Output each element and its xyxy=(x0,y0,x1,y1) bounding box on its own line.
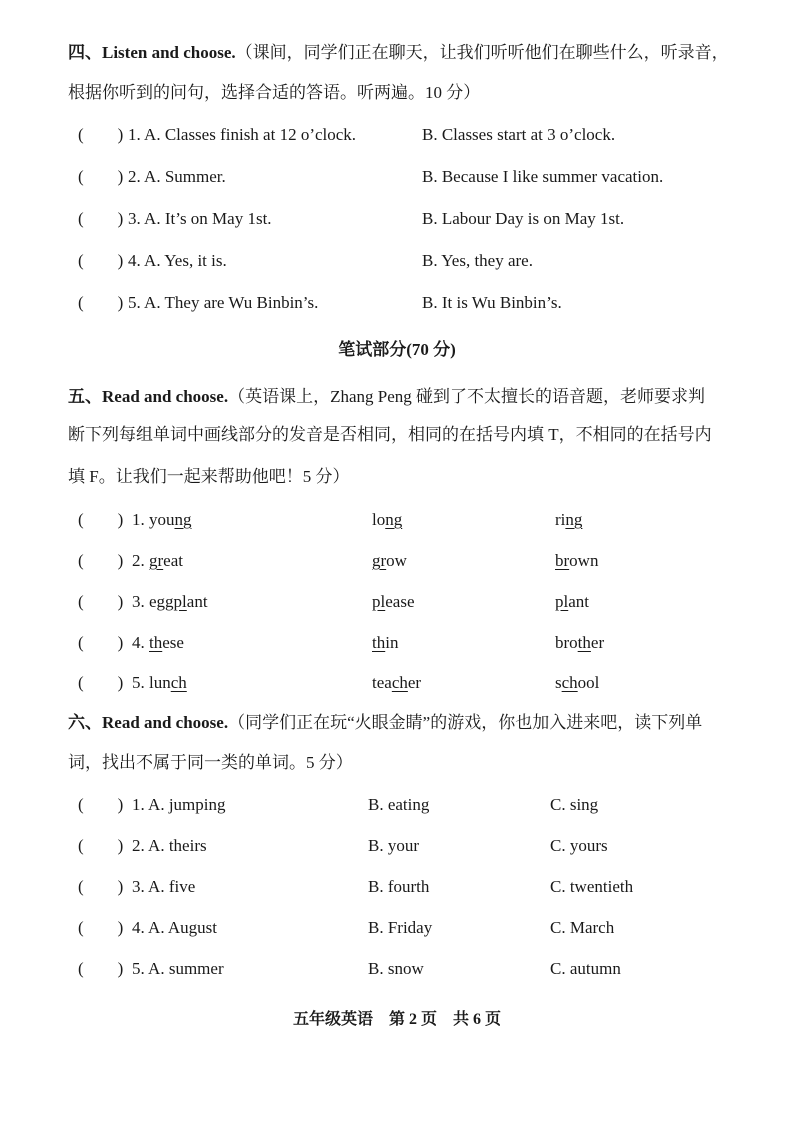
word-3 xyxy=(555,546,598,576)
word-part: er xyxy=(590,633,605,652)
underlined-part: pl xyxy=(173,592,187,611)
item-number: 3. xyxy=(132,592,145,611)
option-c: C. twentieth xyxy=(550,877,634,896)
answer-blank[interactable]: ( ) xyxy=(78,167,124,186)
option-b: B. Yes, they are. xyxy=(422,251,533,270)
option-a: 5. A. summer xyxy=(132,959,224,978)
option-b: B. snow xyxy=(368,959,424,978)
section5-item xyxy=(70,546,770,576)
word-part: tea xyxy=(372,673,392,692)
section5-item xyxy=(70,505,770,535)
section5-instructions-1: （英语课上，Zhang Peng 碰到了不太擅长的语音题，老师要求判 xyxy=(228,387,706,406)
answer-blank[interactable]: ( ) xyxy=(78,551,124,570)
option-a: 5. A. They are Wu Binbin’s. xyxy=(128,293,319,312)
option-b: B. eating xyxy=(368,795,430,814)
underlined-part: th xyxy=(372,633,386,652)
word-part: ease xyxy=(385,592,415,611)
section5-item xyxy=(70,668,770,698)
page-footer: 五年级英语 第 2 页 共 6 页 xyxy=(292,1011,501,1028)
word-2 xyxy=(372,587,415,617)
option-b: B. Friday xyxy=(368,918,433,937)
section5-instructions-3: 填 F。让我们一起来帮助他吧！5 分） xyxy=(68,467,350,486)
word-group-1 xyxy=(132,668,187,698)
word-part: er xyxy=(407,673,422,692)
section6-instructions-2: 词，找出不属于同一类的单词。5 分） xyxy=(68,753,353,772)
word-3 xyxy=(555,628,604,658)
underlined-part: ng xyxy=(565,510,583,529)
answer-blank[interactable]: ( ) xyxy=(78,918,124,937)
word-3 xyxy=(555,505,582,535)
word-2 xyxy=(372,628,398,658)
word-2 xyxy=(372,546,407,576)
section4-number: 四、 xyxy=(68,43,102,62)
option-c: C. autumn xyxy=(550,959,621,978)
word-group-1 xyxy=(132,546,183,576)
option-a: 2. A. theirs xyxy=(132,836,207,855)
item-number: 5. xyxy=(132,673,145,692)
section4-item xyxy=(70,204,770,234)
underlined-part: ch xyxy=(391,673,408,692)
word-group-1 xyxy=(132,587,208,617)
option-c: C. March xyxy=(550,918,615,937)
answer-blank[interactable]: ( ) xyxy=(78,592,124,611)
word-2 xyxy=(372,668,421,698)
section4-instructions-1: （课间，同学们正在聊天，让我们听听他们在聊些什么，听录音， xyxy=(235,43,729,62)
word-3 xyxy=(555,668,599,698)
section6-instructions-1: （同学们正在玩“火眼金睛”的游戏，你也加入进来吧，读下列单 xyxy=(228,713,703,732)
word-2 xyxy=(372,505,402,535)
section6-title: Read and choose. xyxy=(102,713,229,732)
underlined-part: ng xyxy=(385,510,403,529)
section6-item xyxy=(70,790,770,820)
word-part: ese xyxy=(162,633,184,652)
answer-blank[interactable]: ( ) xyxy=(78,877,124,896)
answer-blank[interactable]: ( ) xyxy=(78,836,124,855)
word-3 xyxy=(555,587,589,617)
word-group-1 xyxy=(132,628,184,658)
section5-item xyxy=(70,587,770,617)
option-a: 1. A. jumping xyxy=(132,795,226,814)
word-part: you xyxy=(149,510,175,529)
section4-item xyxy=(70,288,770,318)
word-part: in xyxy=(385,633,399,652)
underlined-part: pl xyxy=(372,592,386,611)
answer-blank[interactable]: ( ) xyxy=(78,125,124,144)
answer-blank[interactable]: ( ) xyxy=(78,795,124,814)
word-part: ri xyxy=(555,510,566,529)
word-part: lo xyxy=(372,510,386,529)
word-part: s xyxy=(555,673,562,692)
section5-title: Read and choose. xyxy=(102,387,229,406)
item-number: 1. xyxy=(132,510,145,529)
option-a: 1. A. Classes finish at 12 o’clock. xyxy=(128,125,357,144)
option-b: B. It is Wu Binbin’s. xyxy=(422,293,562,312)
underlined-part: gr xyxy=(372,551,387,570)
word-part: bro xyxy=(555,633,578,652)
item-number: 4. xyxy=(132,633,145,652)
word-part: eat xyxy=(163,551,183,570)
section6-number: 六、 xyxy=(68,713,102,732)
section4-item xyxy=(70,246,770,276)
option-a: 4. A. Yes, it is. xyxy=(128,251,227,270)
word-part: ant xyxy=(186,592,208,611)
answer-blank[interactable]: ( ) xyxy=(78,510,124,529)
section5-heading xyxy=(68,376,768,418)
word-part: ow xyxy=(386,551,407,570)
option-b: B. your xyxy=(368,836,419,855)
word-part: egg xyxy=(149,592,174,611)
section4-title: Listen and choose. xyxy=(102,43,236,62)
section4-instructions-2: 根据你听到的问句，选择合适的答语。听两遍。10 分） xyxy=(68,83,481,102)
word-part: ant xyxy=(568,592,590,611)
answer-blank[interactable]: ( ) xyxy=(78,633,124,652)
underlined-part: ch xyxy=(561,673,578,692)
option-a: 3. A. five xyxy=(132,877,196,896)
underlined-part: ng xyxy=(174,510,192,529)
underlined-part: ch xyxy=(170,673,187,692)
item-number: 2. xyxy=(132,551,145,570)
option-b: B. fourth xyxy=(368,877,430,896)
section6-item xyxy=(70,872,770,902)
answer-blank[interactable]: ( ) xyxy=(78,673,124,692)
section6-heading xyxy=(68,702,768,744)
option-a: 3. A. It’s on May 1st. xyxy=(128,209,272,228)
option-a: 2. A. Summer. xyxy=(128,167,226,186)
answer-blank[interactable]: ( ) xyxy=(78,209,124,228)
section6-item xyxy=(70,831,770,861)
answer-blank[interactable]: ( ) xyxy=(78,251,124,270)
word-part: own xyxy=(569,551,599,570)
word-part: lun xyxy=(149,673,171,692)
section5-instructions-2: 断下列每组单词中画线部分的发音是否相同，相同的在括号内填 T，不相同的在括号内 xyxy=(68,425,712,444)
underlined-part: br xyxy=(555,551,570,570)
option-b: B. Labour Day is on May 1st. xyxy=(422,209,625,228)
underlined-part: gr xyxy=(149,551,164,570)
underlined-part: th xyxy=(149,633,163,652)
section4-heading xyxy=(68,32,768,74)
underlined-part: th xyxy=(577,633,591,652)
underlined-part: pl xyxy=(555,592,569,611)
word-group-1 xyxy=(132,505,192,535)
section6-item xyxy=(70,954,770,984)
section6-item xyxy=(70,913,770,943)
written-part-title: 笔试部分(70 分) xyxy=(338,340,456,359)
section5-number: 五、 xyxy=(68,387,102,406)
section4-item xyxy=(70,162,770,192)
section5-item xyxy=(70,628,770,658)
option-b: B. Because I like summer vacation. xyxy=(422,167,664,186)
section4-item xyxy=(70,120,770,150)
answer-blank[interactable]: ( ) xyxy=(78,293,124,312)
option-c: C. yours xyxy=(550,836,608,855)
answer-blank[interactable]: ( ) xyxy=(78,959,124,978)
word-part: ool xyxy=(577,673,600,692)
option-a: 4. A. August xyxy=(132,918,218,937)
option-c: C. sing xyxy=(550,795,599,814)
option-b: B. Classes start at 3 o’clock. xyxy=(422,125,616,144)
